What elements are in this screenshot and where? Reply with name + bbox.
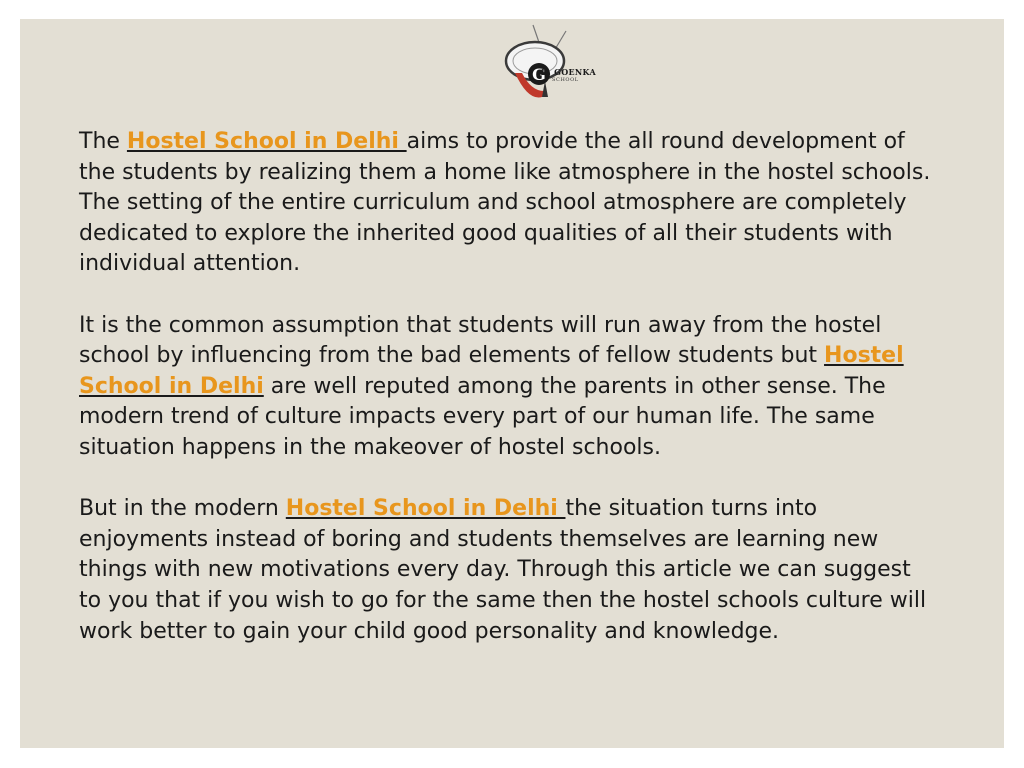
logo-name: D. GOENKA xyxy=(541,67,596,77)
paragraph-1-text: aims to provide the all round development of the students by realizing them a home like atmosphere in the hostel schools. The setting of the entire curriculum and school atmosphere are completely dedicated to explore the inherited good qualities of all their students with individual attention. xyxy=(79,129,931,277)
paragraph-1 xyxy=(79,127,939,280)
school-logo xyxy=(498,21,618,121)
hostel-school-link-2[interactable]: Hostel School in Delhi xyxy=(79,343,904,399)
paragraph-1-lead: The xyxy=(79,129,127,154)
paragraph-2-lead: It is the common assumption that students will run away from the hostel school by influencing from the bad elements of fellow students but xyxy=(79,312,882,369)
paragraph-3-text: the situation turns into enjoyments instead of boring and students themselves are learning new things with new motivations every day. Through this article we can suggest to you that if you wish to go for the same then the hostel schools culture will work better to gain your child good personality and knowledge. xyxy=(79,496,927,644)
hostel-school-link-1[interactable]: Hostel School in Delhi xyxy=(126,129,407,154)
svg-text:G: G xyxy=(532,65,546,84)
paragraph-3-lead: But in the modern xyxy=(79,496,286,522)
hostel-school-link-3[interactable]: Hostel School in Delhi xyxy=(285,496,566,522)
logo-subtitle: SCHOOL xyxy=(552,77,579,83)
paragraph-3 xyxy=(79,494,939,647)
paragraph-2 xyxy=(79,311,939,464)
slide xyxy=(20,19,1004,748)
article-body xyxy=(79,127,939,647)
paragraph-2-text: are well reputed among the parents in other sense. The modern trend of culture impacts every part of our human life. The same situation happens in the makeover of hostel schools. xyxy=(79,373,886,460)
